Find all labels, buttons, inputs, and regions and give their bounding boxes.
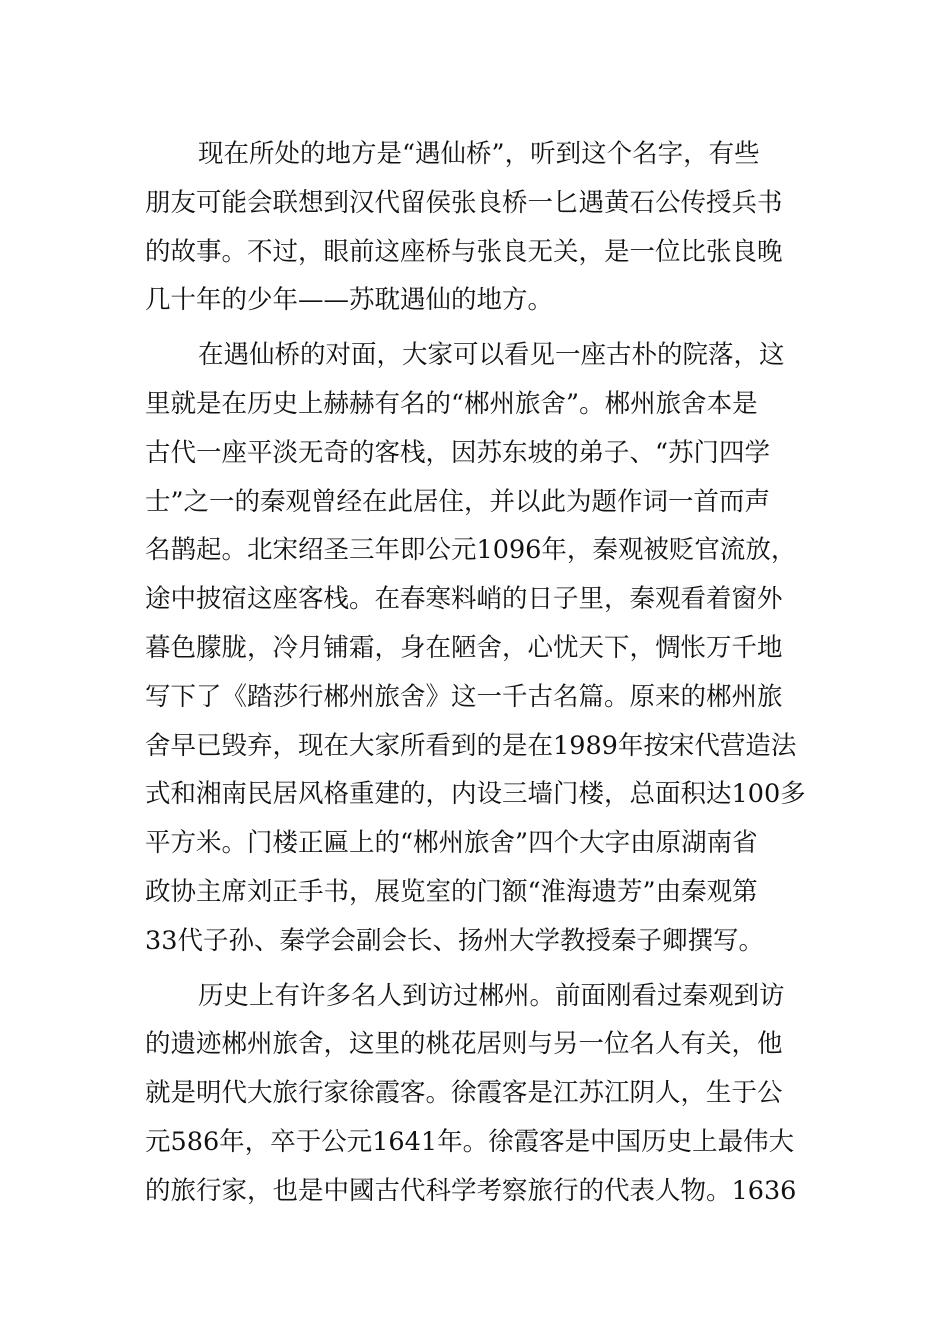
text-line: 名鹊起。北宋绍圣三年即公元1096年，秦观被贬官流放， bbox=[145, 535, 797, 566]
text-line: 舍早已毁弃，现在大家所看到的是在1989年按宋代营造法 bbox=[145, 730, 797, 761]
text-line: 古代一座平淡无奇的客栈，因苏东坡的弟子、“苏门四学 bbox=[145, 437, 771, 468]
text-line: 写下了《踏莎行郴州旅舍》这一千古名篇。原来的郴州旅 bbox=[145, 681, 783, 712]
paragraph-3 bbox=[145, 972, 810, 1216]
paragraph-2 bbox=[145, 331, 810, 965]
text-line: 里就是在历史上赫赫有名的“郴州旅舍”。郴州旅舍本是 bbox=[145, 388, 758, 419]
text-line: 平方米。门楼正匾上的“郴州旅舍”四个大字由原湖南省 bbox=[145, 828, 758, 859]
paragraph-1 bbox=[145, 130, 810, 325]
text-line: 的旅行家，也是中國古代科学考察旅行的代表人物。1636 bbox=[145, 1175, 797, 1206]
text-line: 朋友可能会联想到汉代留侯张良桥一匕遇黄石公传授兵书 bbox=[145, 187, 783, 218]
text-line: 元586年，卒于公元1641年。徐霞客是中国历史上最伟大 bbox=[145, 1126, 795, 1157]
text-line: 士”之一的秦观曾经在此居住，并以此为题作词一首而声 bbox=[145, 486, 771, 517]
text-line: 在遇仙桥的对面，大家可以看见一座古朴的院落，这 bbox=[198, 340, 785, 371]
text-line: 政协主席刘正手书，展览室的门额“淮海遗芳”由秦观第 bbox=[145, 876, 758, 907]
text-line: 33代子孙、秦学会副会长、扬州大学教授秦子卿撰写。 bbox=[145, 925, 764, 956]
text-line: 几十年的少年——苏耽遇仙的地方。 bbox=[145, 285, 554, 316]
text-line: 就是明代大旅行家徐霞客。徐霞客是江苏江阴人，生于公 bbox=[145, 1078, 783, 1109]
text-line: 途中披宿这座客栈。在春寒料峭的日子里，秦观看着窗外 bbox=[145, 584, 783, 615]
text-line: 暮色朦胧，冷月铺霜，身在陋舍，心忧天下，惆怅万千地 bbox=[145, 632, 783, 663]
text-line: 的故事。不过，眼前这座桥与张良无关，是一位比张良晚 bbox=[145, 236, 783, 267]
text-line: 的遗迹郴州旅舍，这里的桃花居则与另一位名人有关，他 bbox=[145, 1029, 783, 1060]
text-line: 式和湘南民居风格重建的，内设三墙门楼，总面积达100多 bbox=[145, 779, 806, 810]
text-line: 现在所处的地方是“遇仙桥”，听到这个名字，有些 bbox=[198, 139, 760, 169]
body-text bbox=[145, 130, 810, 1216]
text-line: 历史上有许多名人到访过郴州。前面刚看过秦观到访 bbox=[198, 980, 785, 1011]
